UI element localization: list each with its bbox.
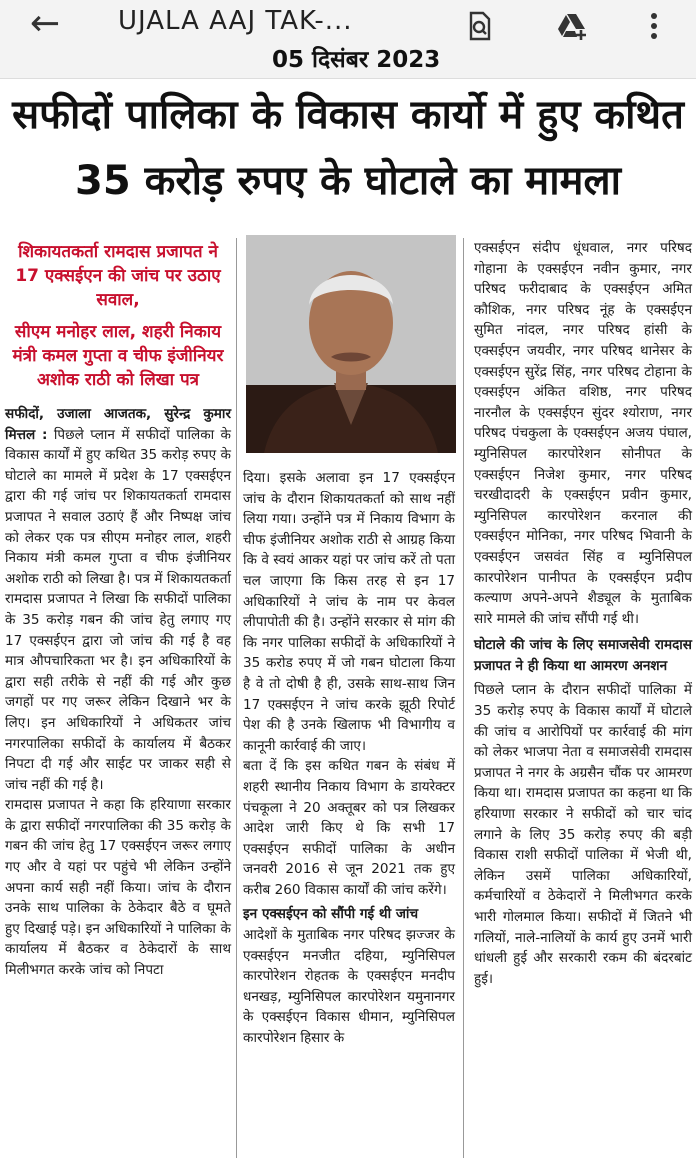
column-3 <box>474 238 692 989</box>
edition-date: 05 दिसंबर 2023 <box>272 47 441 73</box>
body-text: पिछले प्लान में सफीदों पालिका के विकास कार्यों में हुए कथित 35 करोड़ रुपए के घोटाले का मामले में प्रदेश के 17 एक्सईएन द्वारा की गई जांच पर शिकायतकर्ता रामदास प्रजापत ने सवाल उठाएं हैं और निष्पक्ष जांच को लेकर एक पत्र सीएम मनोहर लाल, शहरी निकाय मंत्री कमल गुप्ता व चीफ इंजीनियर अशोक राठी को लिखा है। पत्र में शिकायतकर्ता रामदास प्रजापत ने लिखा कि सफीदों पालिका के 35 करोड़ गबन की जांच हेतु लगाए गए 17 एक्सईएन द्वारा जो जांच की गई है वह मात्र औपचारिकता भर है। इन अधिकारियों के द्वारा सही तरीके से नहीं की गई और कुछ जगहों पर गए जरूर लेकिन दिखाने भर के लिए। इन अधिकारियों ने अधिकतर जांच नगरपालिका सफीदों के कार्यालय में बैठकर निपटा दी गई और साईट पर जाकर सही से जांच नहीं की गई है। <box>5 426 231 793</box>
more-vert-icon[interactable] <box>634 6 674 46</box>
search-document-icon[interactable] <box>460 6 500 46</box>
dateline: सफीदों, उजाला आजतक, सुरेन्द्र कुमार मित्तल : <box>5 406 231 443</box>
column-divider <box>236 238 237 1158</box>
app-bar <box>0 0 696 79</box>
google-drive-add-icon[interactable] <box>552 6 592 46</box>
column-divider <box>463 238 464 1158</box>
body-paragraph: आदेशों के मुताबिक नगर परिषद झज्जर के एक्सईएन मनजीत दहिया, म्युनिसिपल कारपोरेशन रोहतक के एक्सईएन मनदीप धनखड़, म्युनिसिपल कारपोरेशन यमुनानगर के एक्सईएन विकास धीमान, म्युनिसिपल कारपोरेशन हिसार के <box>243 927 455 1047</box>
column-2 <box>243 468 455 1049</box>
person-photo <box>246 235 456 453</box>
body-paragraph: रामदास प्रजापत ने कहा कि हरियाणा सरकार के द्वारा सफीदों नगरपालिका की 35 करोड़ के गबन की जांच हेतु 17 एक्सईएन जरूर लगाए गए और वे यहां पर पहुंचे भी लेकिन उन्होंने अपना कार्य सही नहीं किया। जांच के दौरान उनके साथ पालिका के ठेकेदार बैठे व घूमते हुए दिखाई पड़े। इन अधिकारियों ने पालिका के कार्यालय में बैठकर व ठेकेदारों के साथ मिलीभगत करके जांच को निपटा <box>5 797 231 979</box>
body-paragraph: बता दें कि इस कथित गबन के संबंध में शहरी स्थानीय निकाय विभाग के डायरेक्टर पंचकूला ने 20 अक्तूबर को पत्र लिखकर आदेश जारी किए थे कि सभी 17 एक्सईएन सफीदों पालिका के अधीन जनवरी 2016 से जून 2021 तक हुए करीब 260 विकास कार्यों की जांच करेंगे। <box>243 758 455 898</box>
red-subhead-1: शिकायतकर्ता रामदास प्रजापत ने 17 एक्सईएन की जांच पर उठाए सवाल, <box>15 242 221 310</box>
section-subhead: इन एक्सईएन को सौंपी गई थी जांच <box>243 906 419 923</box>
body-paragraph: पिछले प्लान के दौरान सफीदों पालिका में 35 करोड़ रुपए के विकास कार्यों में घोटाले की जांच व आरोपियों पर कार्रवाई की मांग को लेकर भाजपा नेता व समाजसेवी रामदास प्रजापत ने नगर के अग्रसैन चौंक पर आमरण किया था। रामदास प्रजापत का कहना था कि हरियाणा सरकार ने सफीदों को चार चांद लगाने के लिए 35 करोड़ रुपए की बड़ी विकास राशी सफीदों पालिका में भेजी थी, लेकिन उसमें पालिका अधिकारियों, कर्मचारियों व ठेकेदारों ने मिलीभगत करके भारी गोलमाल किया। सफीदों में जितने भी गलियों, नाले-नालियों के कार्य हुए उनमें भारी धांधली हुई और सरकारी रकम की बंदरबांट हुई। <box>474 682 692 987</box>
headline-line-1: सफीदों पालिका के विकास कार्यो में हुए कथित <box>12 92 684 138</box>
article-headline <box>0 82 696 214</box>
app-title: UJALA AAJ TAK-... <box>118 6 353 36</box>
body-paragraph: दिया। इसके अलावा इन 17 एक्सईएन जांच के दौरान शिकायतकर्ता को साथ नहीं लिया गया। उन्होंने पत्र में निकाय विभाग के चीफ इंजीनियर अशोक राठी से आग्रह किया कि वे स्वयं आकर यहां पर जांच करें तो पता चल जाएगा कि किस तरह से इन 17 अधिकारियों ने जांच के नाम पर केवल लीपापोती की है। उन्होंने सरकार से मांग की कि नगर पालिका सफीदों के अधिकारियों ने 35 करोड रुपए में जो गबन घोटाला किया है वे तो दोषी है ही, उसके साथ-साथ जिन 17 एक्सईएन ने जांच करके झूठी रिपोर्ट पेश की है उनके खिलाफ भी विभागीय व कानूनी कार्रवाई की जाए। <box>243 470 455 754</box>
headline-line-2: 35 करोड़ रुपए के घोटाले का मामला <box>75 158 621 204</box>
red-subhead-2: सीएम मनोहर लाल, शहरी निकाय मंत्री कमल गुप्ता व चीफ इंजीनियर अशोक राठी को लिखा पत्र <box>12 322 224 390</box>
back-arrow-icon[interactable]: ← <box>30 3 61 44</box>
body-paragraph <box>5 404 231 795</box>
column-1 <box>5 240 231 981</box>
body-paragraph: एक्सईएन संदीप धूंधवाल, नगर परिषद गोहाना के एक्सईएन नवीन कुमार, नगर परिषद फरीदाबाद के एक्सईएन अमित कौशिक, नगर परिषद नूंह के एक्सईएन सुमित नांदल, नगर परिषद हांसी के एक्सईएन जयवीर, नगर परिषद थानेसर के एक्सईएन सुरेंद्र सिंह, नगर परिषद टोहाना के एक्सईएन अंकित वशिष्ठ, नगर परिषद नारनौल के एक्सईएन सुंदर श्योराण, नगर परिषद पंचकुला के एक्सईएन अजय पंघाल, म्युनिसिपल कारपोरेशन सोनीपत के एक्सईएन निजेश कुमार, नगर परिषद चरखीदादरी के एक्सईएन प्रवीन कुमार, म्युनिसिपल कारपोरेशन करनाल की एक्सईएन मोनिका, नगर परिषद भिवानी के एक्सईएन जसवंत सिंह व म्युनिसिपल कारपोरेशन पानीपत के एक्सईएन प्रदीप कल्याण अपने-अपने शैड्यूल के मुताबिक सारे मामले की जांच सौंपी गई थी। <box>474 240 692 627</box>
section-subhead: घोटाले की जांच के लिए समाजसेवी रामदास प्रजापत ने ही किया था आमरण अनशन <box>474 637 692 674</box>
